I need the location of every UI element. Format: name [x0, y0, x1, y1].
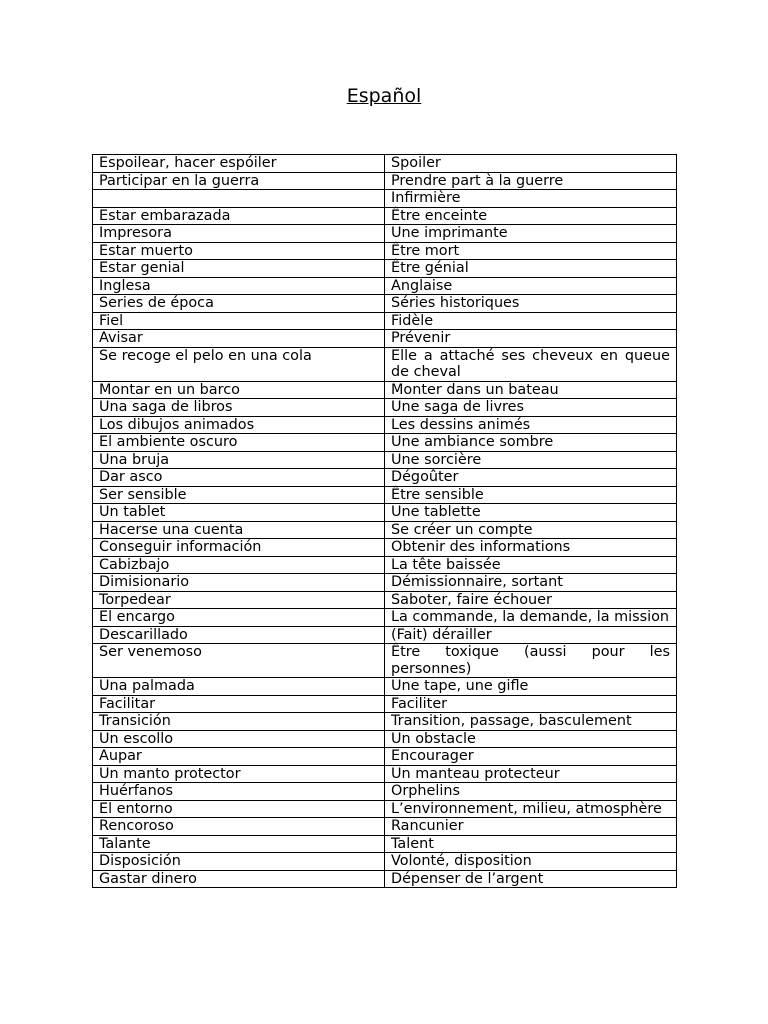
french-translation-cell: Spoiler	[385, 155, 677, 173]
french-translation-cell: Une tape, une gifle	[385, 678, 677, 696]
spanish-term-cell: Ser venemoso	[93, 644, 385, 678]
table-row	[93, 609, 677, 627]
french-translation-cell: Fidèle	[385, 312, 677, 330]
spanish-term-cell: Los dibujos animados	[93, 416, 385, 434]
table-row	[93, 835, 677, 853]
french-translation-cell: Prendre part à la guerre	[385, 172, 677, 190]
table-row	[93, 521, 677, 539]
spanish-term-cell: Fiel	[93, 312, 385, 330]
spanish-term-cell: Un manto protector	[93, 765, 385, 783]
table-row	[93, 591, 677, 609]
table-row	[93, 469, 677, 487]
french-translation-cell: Un manteau protecteur	[385, 765, 677, 783]
french-translation-cell: La tête baissée	[385, 556, 677, 574]
spanish-term-cell: El entorno	[93, 800, 385, 818]
french-translation-cell: Une sorcière	[385, 451, 677, 469]
spanish-term-cell: Inglesa	[93, 277, 385, 295]
table-row	[93, 748, 677, 766]
spanish-term-cell: Avisar	[93, 330, 385, 348]
french-translation-cell: Séries historiques	[385, 295, 677, 313]
spanish-term-cell: Una bruja	[93, 451, 385, 469]
table-row	[93, 330, 677, 348]
table-row	[93, 172, 677, 190]
table-row	[93, 800, 677, 818]
table-row	[93, 678, 677, 696]
table-row	[93, 783, 677, 801]
french-translation-cell: L’environnement, milieu, atmosphère	[385, 800, 677, 818]
french-translation-cell: Être enceinte	[385, 207, 677, 225]
french-translation-cell: Infirmière	[385, 190, 677, 208]
table-row	[93, 190, 677, 208]
spanish-term-cell: Transición	[93, 713, 385, 731]
spanish-term-cell: Dimisionario	[93, 574, 385, 592]
french-translation-cell: Les dessins animés	[385, 416, 677, 434]
french-translation-cell: Encourager	[385, 748, 677, 766]
french-translation-cell: Transition, passage, basculement	[385, 713, 677, 731]
spanish-term-cell: El encargo	[93, 609, 385, 627]
table-row	[93, 644, 677, 678]
table-row	[93, 399, 677, 417]
french-translation-cell: Être toxique (aussi pour les personnes)	[385, 644, 677, 678]
french-translation-cell: Saboter, faire échouer	[385, 591, 677, 609]
table-row	[93, 312, 677, 330]
table-row	[93, 556, 677, 574]
french-translation-cell: Une saga de livres	[385, 399, 677, 417]
table-row	[93, 451, 677, 469]
spanish-term-cell: Descarillado	[93, 626, 385, 644]
table-row	[93, 626, 677, 644]
table-row	[93, 853, 677, 871]
table-row	[93, 381, 677, 399]
french-translation-cell: Talent	[385, 835, 677, 853]
french-translation-cell: Obtenir des informations	[385, 539, 677, 557]
table-row	[93, 870, 677, 888]
spanish-term-cell: Torpedear	[93, 591, 385, 609]
vocabulary-table-body	[93, 155, 677, 888]
french-translation-cell: Une imprimante	[385, 225, 677, 243]
spanish-term-cell: Disposición	[93, 853, 385, 871]
french-translation-cell: Dépenser de l’argent	[385, 870, 677, 888]
french-translation-cell: Faciliter	[385, 695, 677, 713]
table-row	[93, 260, 677, 278]
spanish-term-cell: Ser sensible	[93, 486, 385, 504]
spanish-term-cell: Rencoroso	[93, 818, 385, 836]
table-row	[93, 347, 677, 381]
french-translation-cell: Une tablette	[385, 504, 677, 522]
french-translation-cell: Être génial	[385, 260, 677, 278]
spanish-term-cell: Hacerse una cuenta	[93, 521, 385, 539]
spanish-term-cell: Una saga de libros	[93, 399, 385, 417]
spanish-term-cell	[93, 190, 385, 208]
french-translation-cell: Orphelins	[385, 783, 677, 801]
spanish-term-cell: Conseguir información	[93, 539, 385, 557]
table-row	[93, 818, 677, 836]
french-translation-cell: Démissionnaire, sortant	[385, 574, 677, 592]
table-row	[93, 695, 677, 713]
spanish-term-cell: Se recoge el pelo en una cola	[93, 347, 385, 381]
spanish-term-cell: Una palmada	[93, 678, 385, 696]
spanish-term-cell: Series de época	[93, 295, 385, 313]
table-row	[93, 207, 677, 225]
spanish-term-cell: Impresora	[93, 225, 385, 243]
table-row	[93, 504, 677, 522]
french-translation-cell: La commande, la demande, la mission	[385, 609, 677, 627]
spanish-term-cell: Talante	[93, 835, 385, 853]
spanish-term-cell: El ambiente oscuro	[93, 434, 385, 452]
french-translation-cell: Monter dans un bateau	[385, 381, 677, 399]
spanish-term-cell: Facilitar	[93, 695, 385, 713]
spanish-term-cell: Dar asco	[93, 469, 385, 487]
french-translation-cell: (Fait) dérailler	[385, 626, 677, 644]
vocabulary-table	[92, 154, 677, 888]
french-translation-cell: Volonté, disposition	[385, 853, 677, 871]
spanish-term-cell: Estar genial	[93, 260, 385, 278]
french-translation-cell: Anglaise	[385, 277, 677, 295]
table-row	[93, 434, 677, 452]
spanish-term-cell: Montar en un barco	[93, 381, 385, 399]
spanish-term-cell: Cabizbajo	[93, 556, 385, 574]
spanish-term-cell: Gastar dinero	[93, 870, 385, 888]
table-row	[93, 416, 677, 434]
french-translation-cell: Être mort	[385, 242, 677, 260]
spanish-term-cell: Espoilear, hacer espóiler	[93, 155, 385, 173]
french-translation-cell: Rancunier	[385, 818, 677, 836]
table-row	[93, 730, 677, 748]
table-row	[93, 242, 677, 260]
table-row	[93, 539, 677, 557]
spanish-term-cell: Huérfanos	[93, 783, 385, 801]
table-row	[93, 713, 677, 731]
table-row	[93, 574, 677, 592]
spanish-term-cell: Un escollo	[93, 730, 385, 748]
french-translation-cell: Elle a attaché ses cheveux en queue de cheval	[385, 347, 677, 381]
table-row	[93, 765, 677, 783]
french-translation-cell: Une ambiance sombre	[385, 434, 677, 452]
french-translation-cell: Un obstacle	[385, 730, 677, 748]
table-row	[93, 155, 677, 173]
table-row	[93, 295, 677, 313]
spanish-term-cell: Aupar	[93, 748, 385, 766]
table-row	[93, 277, 677, 295]
table-row	[93, 225, 677, 243]
spanish-term-cell: Participar en la guerra	[93, 172, 385, 190]
table-row	[93, 486, 677, 504]
french-translation-cell: Prévenir	[385, 330, 677, 348]
spanish-term-cell: Un tablet	[93, 504, 385, 522]
spanish-term-cell: Estar muerto	[93, 242, 385, 260]
french-translation-cell: Être sensible	[385, 486, 677, 504]
page-title: Español	[346, 85, 422, 107]
spanish-term-cell: Estar embarazada	[93, 207, 385, 225]
french-translation-cell: Dégoûter	[385, 469, 677, 487]
french-translation-cell: Se créer un compte	[385, 521, 677, 539]
